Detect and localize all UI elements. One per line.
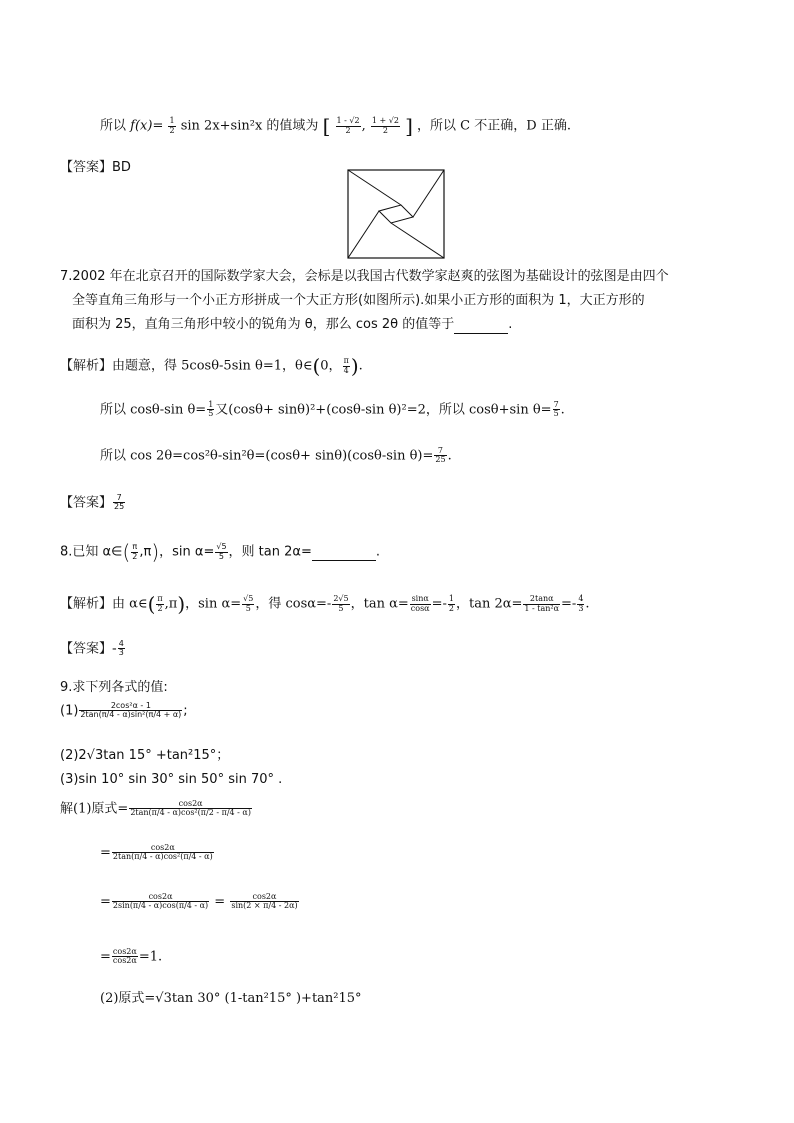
fraction (448, 595, 455, 613)
fraction (215, 543, 227, 561)
q8-answer (60, 640, 126, 658)
paren-right: ) (350, 354, 359, 378)
text: (1) (60, 703, 79, 719)
paren-right: ) (177, 592, 186, 616)
q7-answer (60, 494, 126, 512)
den: cos2α (112, 956, 137, 966)
text: 8.已知 α∈ (60, 544, 123, 560)
den: 2 (382, 125, 388, 135)
num: 7 (113, 494, 125, 503)
den: 3 (578, 603, 584, 613)
q9-sol-1 (60, 800, 253, 818)
fraction (131, 543, 138, 561)
text: 面积为 25，直角三角形中较小的锐角为 θ，那么 cos 2θ 的值等于 (72, 317, 455, 332)
answer-label: 【答案】 (60, 160, 113, 175)
den: 5 (338, 603, 344, 613)
text: ，sin α= (159, 544, 215, 560)
fraction (230, 893, 298, 911)
q9-part2: (2)2√3tan 15° +tan²15°； (60, 748, 230, 763)
fraction (112, 893, 209, 911)
fraction (332, 595, 349, 613)
q9-sol-4: = $\frac{\cos 2\alpha}{\cos 2\alpha}$ =1. (100, 947, 163, 966)
q8-jiexi: 【解析】由 α∈( $\frac{\pi}{2}$ ,π)，sin α= $\frac{√5}{5}$ ，得 cosα=- $\frac{2√5}{5}$ ，tan α= $\frac{\sin\alpha}{\cos\alpha}$ =- $\frac{1}{2}$ ，tan 2α= $\frac{2\tan\alpha}{\text{1 - tan²α}}$ =- $\frac{4}{3}$ . (60, 592, 590, 616)
num: cos2α (112, 947, 137, 956)
outer-square (348, 170, 444, 258)
den: 5 (553, 409, 559, 419)
num: 4 (118, 639, 124, 648)
num: π (343, 356, 349, 366)
den: 5 (208, 409, 214, 419)
bracket-left: [ (322, 114, 331, 138)
den: cosα (410, 603, 430, 613)
triangle-edge (413, 170, 444, 217)
q8-line1: 8.已知 α∈( $\frac{\pi}{2}$ ,π)，sin α= $\frac{√5}{5}$ ，则 tan 2α= . (60, 540, 380, 564)
text: ，得 cosα=- (255, 596, 332, 612)
text: ，则 tan 2α= (228, 544, 312, 560)
text: ，sin α= (185, 596, 242, 612)
den: 5 (218, 551, 224, 561)
fraction (129, 800, 252, 818)
fraction (577, 595, 584, 613)
num: √5 (243, 594, 254, 604)
fraction (553, 401, 560, 419)
q7-jiexi-1: 【解析】由题意，得 5cosθ-5sin θ=1，θ∈(0， $\frac{\pi}{4}$ ). (60, 354, 363, 378)
text: =- (561, 596, 577, 612)
fraction (523, 595, 560, 613)
q7-line2: 全等直角三角形与一个小正方形拼成一个大正方形(如图所示).如果小正方形的面积为 1，大正方形的 (72, 293, 645, 308)
fraction (112, 844, 214, 862)
text: ,π (164, 596, 178, 612)
q7-line3 (72, 317, 512, 334)
fraction (207, 401, 214, 419)
text: f(x)= (130, 118, 164, 134)
text: ,π (139, 544, 152, 560)
zhao-shuang-diagram (345, 167, 447, 261)
num: 2tanα (523, 595, 560, 604)
den: 25 (435, 455, 446, 465)
den: sin(2 × π/4 - 2α) (231, 901, 298, 911)
fraction (336, 117, 361, 135)
answer-value: BD (112, 160, 131, 175)
text: =- (431, 596, 447, 612)
text: 0， (320, 358, 342, 374)
paren-left: ( (147, 592, 156, 616)
bracket-right: ] (405, 114, 413, 138)
answer-blank (312, 545, 376, 562)
text: sin 2x+sin²x 的值域为 (180, 118, 319, 134)
fraction (79, 702, 182, 720)
den: 2 (169, 125, 175, 135)
num: √5 (216, 542, 227, 552)
num: 7 (434, 447, 446, 456)
num: 1 (208, 400, 214, 409)
num: π (157, 594, 163, 604)
q9-title: 9.求下列各式的值: (60, 680, 168, 695)
answer-label: 【答案】 (60, 495, 113, 511)
num: 1 (448, 594, 454, 604)
text: 所以 cosθ-sin θ= (100, 402, 207, 418)
text: 所以 cos 2θ=cos²θ-sin²θ=(cosθ+ sinθ)(cosθ-sin θ)= (100, 448, 434, 464)
num: cos2α (230, 893, 298, 902)
text: ，tan 2α= (455, 596, 523, 612)
fraction (371, 117, 400, 135)
answer-sign: - (112, 641, 117, 657)
num: 2cos²α - 1 (79, 702, 182, 711)
num: cos2α (112, 844, 214, 853)
answer-fraction (118, 640, 125, 658)
den: 2tan(π/4 - α)cos²(π/2 - π/4 - α) (130, 808, 251, 818)
num: 1 - √2 (336, 116, 360, 126)
text: 由题意，得 5cosθ-5sin θ=1，θ∈ (112, 358, 313, 374)
num: 1 (169, 116, 175, 126)
text: 又(cosθ+ sinθ)²+(cosθ-sin θ)²=2，所以 cosθ+sin θ= (215, 402, 552, 418)
triangle-edge (391, 223, 444, 258)
answer-label: 【答案】 (60, 641, 113, 657)
den: 4 (343, 365, 349, 375)
den: 3 (118, 648, 124, 658)
triangle-edge (348, 211, 379, 258)
inner-square (379, 205, 413, 223)
text: 由 α∈ (112, 596, 148, 612)
q9-sol-3: = $\frac{\cos 2\alpha}{2\sin(\pi/4 - \alpha)\cos(\pi/4 - \alpha)}$ = $\frac{\cos 2\alpha}{\sin(2 \times \pi/4 - 2\alpha)}$ (100, 892, 298, 911)
den: 2 (345, 125, 351, 135)
fraction (156, 595, 163, 613)
num: 7 (553, 400, 559, 409)
text: =1. (138, 949, 163, 965)
den: 2tan(π/4 - α)cos²(π/4 - α) (112, 852, 213, 862)
den: 2tan(π/4 - α)sin²(π/4 + α) (80, 710, 182, 720)
den: 1 - tan²α (524, 603, 560, 613)
text: ，所以 C 不正确，D 正确. (417, 118, 571, 134)
num: cos2α (112, 893, 209, 902)
den: 2 (132, 551, 138, 561)
paren-left: ( (312, 354, 321, 378)
answer-fraction (113, 494, 125, 512)
q7-line1: 7.2002 年在北京召开的国际数学家大会，会标是以我国古代数学家赵爽的弦图为基础设计的弦图是由四个 (60, 269, 669, 284)
num: cos2α (129, 800, 252, 809)
answer-blank (454, 317, 508, 334)
text: . (508, 317, 513, 332)
q9-part1: (1) $\frac{\text{2cos²α - 1}}{\text{2tan(π/4 - α)sin²(π/4 + α)}}$ ; (60, 701, 188, 720)
sec6-answer (60, 160, 131, 176)
fraction (434, 447, 446, 465)
num: π (132, 542, 138, 552)
jiexi-label: 【解析】 (60, 596, 113, 612)
text: ，tan α= (350, 596, 409, 612)
num: sinα (411, 594, 429, 604)
num: 4 (578, 594, 584, 604)
fraction (168, 117, 175, 135)
jiexi-label: 【解析】 (60, 358, 113, 374)
fraction (343, 357, 350, 375)
den: 25 (114, 502, 125, 512)
den: 2 (448, 603, 454, 613)
text: 解(1)原式= (60, 801, 129, 817)
den: 2sin(π/4 - α)cos(π/4 - α) (112, 901, 209, 911)
fraction (242, 595, 254, 613)
triangle-edge (348, 170, 401, 205)
q9-sol-5: (2)原式=√3tan 30° (1-tan²15° )+tan²15° (100, 991, 362, 1006)
num: 1 + √2 (371, 116, 399, 126)
paren-right: ) (151, 540, 160, 564)
fraction (410, 595, 431, 613)
q9-part3: (3)sin 10° sin 30° sin 50° sin 70° . (60, 772, 283, 787)
sec6-line: 所以 f(x)= $\frac{1}{2}$ sin 2x+sin²x 的值域为 [ $\frac{1 - √2}{2}$ , $\frac{1 + √2}{2}$ ] ，所以 C 不正确，D 正确. (100, 114, 571, 138)
text: 所以 (100, 118, 127, 134)
q7-jiexi-2: 所以 cosθ-sin θ= $\frac{1}{5}$ 又(cosθ+ sinθ)²+(cosθ-sin θ)²=2，所以 cosθ+sin θ= $\frac{7}{5}$ . (100, 400, 565, 419)
den: 2 (157, 603, 163, 613)
num: 2√5 (333, 594, 349, 604)
den: 5 (245, 603, 251, 613)
paren-left: ( (122, 540, 131, 564)
q7-jiexi-3: 所以 cos 2θ=cos²θ-sin²θ=(cosθ+ sinθ)(cosθ-sin θ)= $\frac{7}{25}$ . (100, 446, 452, 465)
fraction (112, 948, 138, 966)
q9-sol-2: = $\frac{\cos 2\alpha}{\text{2tan(π/4 - α)cos²(π/4 - α)}}$ (100, 843, 213, 862)
